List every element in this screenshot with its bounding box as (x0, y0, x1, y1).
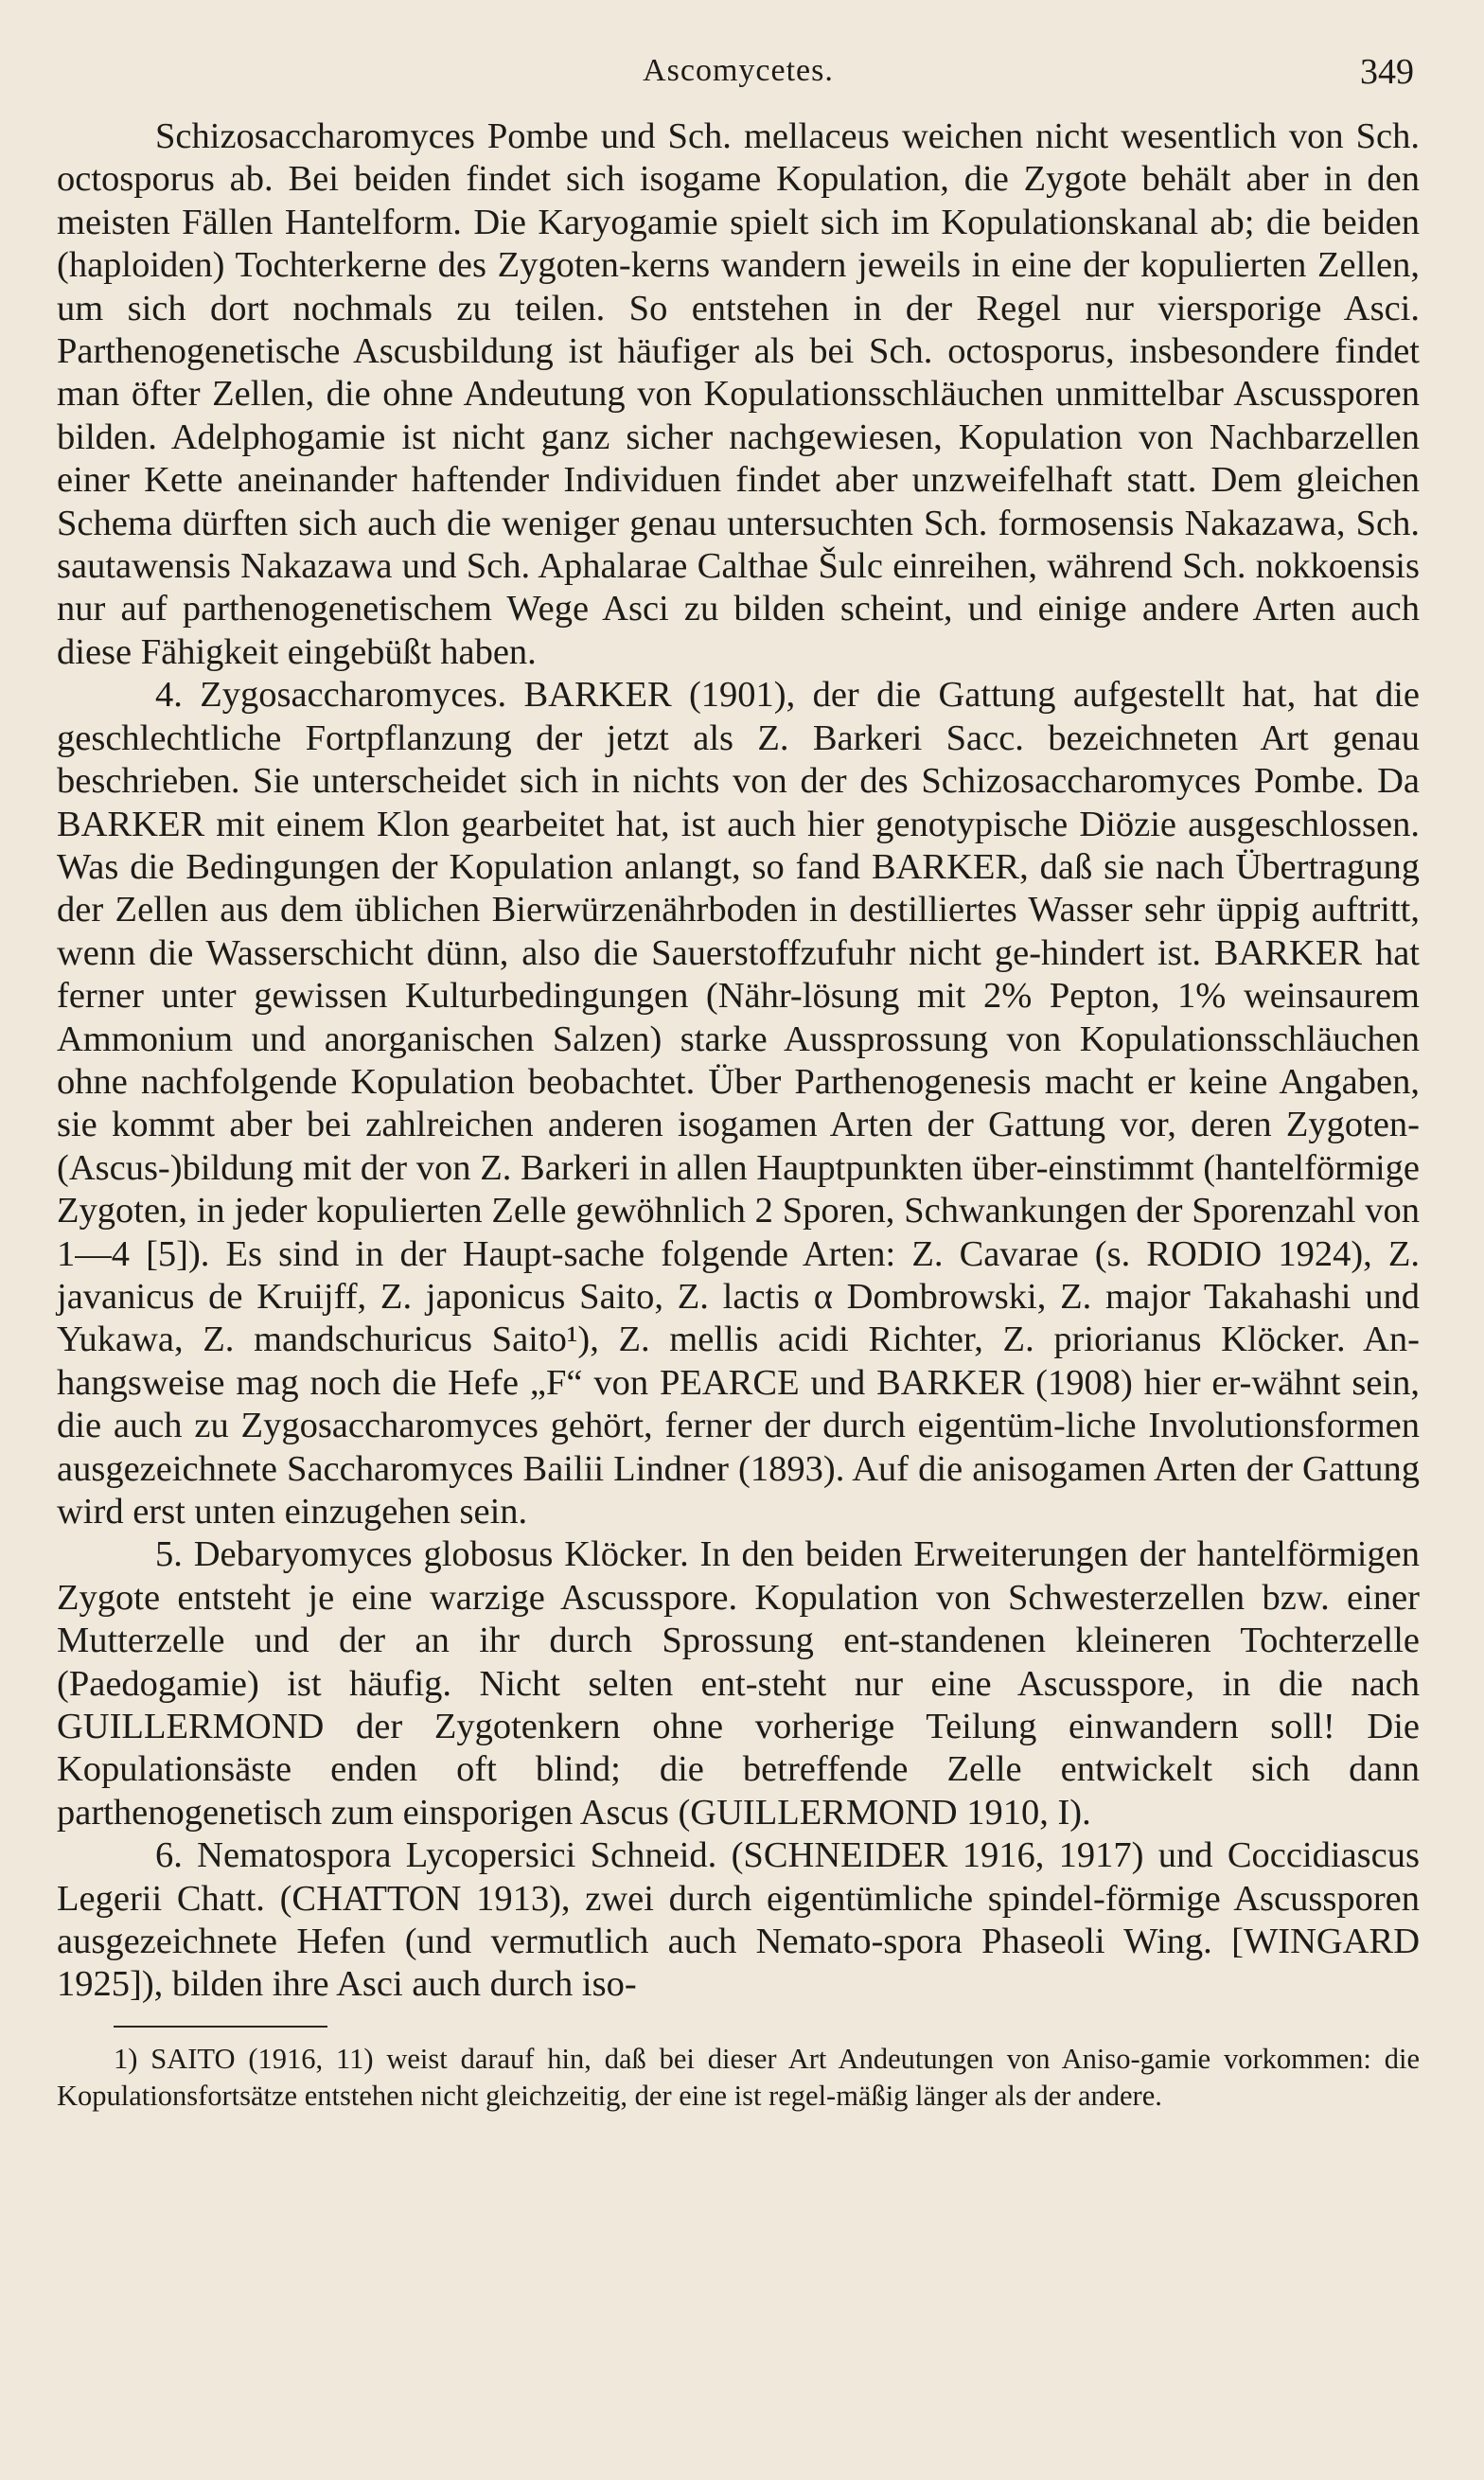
footnote (57, 2041, 1420, 2115)
paragraph-schizosaccharomyces: Schizosaccharomyces Pombe und Sch. mellaceus weichen nicht wesentlich von Sch. octosporus ab. Bei beiden findet sich isogame Kopulation, die Zygote behält aber in den meisten Fällen Hantelform. Die Karyogamie spielt sich im Kopulationskanal ab; die beiden (haploiden) Tochterkerne des Zygoten-kerns wandern jeweils in eine der kopulierten Zellen, um sich dort nochmals zu teilen. So entstehen in der Regel nur viersporige Asci. Parthenogenetische Ascusbildung ist häufiger als bei Sch. octosporus, insbesondere findet man öfter Zellen, die ohne Andeutung von Kopulationsschläuchen unmittelbar Ascussporen bilden. Adelphogamie ist nicht ganz sicher nachgewiesen, Kopulation von Nachbarzellen einer Kette aneinander haftender Individuen findet aber unzweifelhaft statt. Dem gleichen Schema dürften sich auch die weniger genau untersuchten Sch. formosensis Nakazawa, Sch. sautawensis Nakazawa und Sch. Aphalarae Calthae Šulc einreihen, während Sch. nokkoensis nur auf parthenogenetischem Wege Asci zu bilden scheint, und einige andere Arten auch diese Fähigkeit eingebüßt haben. (57, 116, 1420, 672)
body-text (57, 115, 1420, 2007)
paragraph-debaryomyces: 5. Debaryomyces globosus Klöcker. In den beiden Erweiterungen der hantelförmigen Zygote entsteht je eine warzige Ascusspore. Kopulation von Schwesterzellen bzw. einer Mutterzelle und der an ihr durch Sprossung ent-standenen kleineren Tochterzelle (Paedogamie) ist häufig. Nicht selten ent-steht nur eine Ascusspore, in die nach GUILLERMOND der Zygotenkern ohne vorherige Teilung einwandern soll! Die Kopulationsäste enden oft blind; die betreffende Zelle entwickelt sich dann parthenogenetisch zum einsporigen Ascus (GUILLERMOND 1910, I). (57, 1534, 1420, 1833)
page-header (57, 49, 1420, 115)
paragraph-nematospora: 6. Nematospora Lycopersici Schneid. (SCHNEIDER 1916, 1917) und Coccidiascus Legerii Chatt. (CHATTON 1913), zwei durch eigentümliche spindel-förmige Ascussporen ausgezeichnete Hefen (und vermutlich auch Nemato-spora Phaseoli Wing. [WINGARD 1925]), bilden ihre Asci auch durch iso- (57, 1835, 1420, 2005)
paragraph-zygosaccharomyces: 4. Zygosaccharomyces. BARKER (1901), der die Gattung aufgestellt hat, hat die geschlechtliche Fortpflanzung der jetzt als Z. Barkeri Sacc. bezeichneten Art genau beschrieben. Sie unterscheidet sich in nichts von der des Schizosaccharomyces Pombe. Da BARKER mit einem Klon gearbeitet hat, ist auch hier genotypische Diözie ausgeschlossen. Was die Bedingungen der Kopulation anlangt, so fand BARKER, daß sie nach Übertragung der Zellen aus dem üblichen Bierwürzenährboden in destilliertes Wasser sehr üppig auftritt, wenn die Wasserschicht dünn, also die Sauerstoffzufuhr nicht ge-hindert ist. BARKER hat ferner unter gewissen Kulturbedingungen (Nähr-lösung mit 2% Pepton, 1% weinsaurem Ammonium und anorganischen Salzen) starke Aussprossung von Kopulationsschläuchen ohne nachfolgende Kopulation beobachtet. Über Parthenogenesis macht er keine Angaben, sie kommt aber bei zahlreichen anderen isogamen Arten der Gattung vor, deren Zygoten-(Ascus-)bildung mit der von Z. Barkeri in allen Hauptpunkten über-einstimmt (hantelförmige Zygoten, in jeder kopulierten Zelle gewöhnlich 2 Sporen, Schwankungen der Sporenzahl von 1—4 [5]). Es sind in der Haupt-sache folgende Arten: Z. Cavarae (s. RODIO 1924), Z. javanicus de Kruijff, Z. japonicus Saito, Z. lactis α Dombrowski, Z. major Takahashi und Yukawa, Z. mandschuricus Saito¹), Z. mellis acidi Richter, Z. priorianus Klöcker. An-hangsweise mag noch die Hefe „F“ von PEARCE und BARKER (1908) hier er-wähnt sein, die auch zu Zygosaccharomyces gehört, ferner der durch eigentüm-liche Involutionsformen ausgezeichnete Saccharomyces Bailii Lindner (1893). Auf die anisogamen Arten der Gattung wird erst unten einzugehen sein. (57, 675, 1420, 1532)
footnote-text: 1) SAITO (1916, 11) weist darauf hin, daß bei dieser Art Andeutungen von Aniso-gamie vorkommen: die Kopulationsfortsätze entstehen nicht gleichzeitig, der eine ist regel-mäßig länger als der andere. (57, 2042, 1420, 2112)
running-head: Ascomycetes. (643, 53, 834, 88)
page-number: 349 (1360, 52, 1414, 92)
footnote-separator (114, 2026, 327, 2028)
